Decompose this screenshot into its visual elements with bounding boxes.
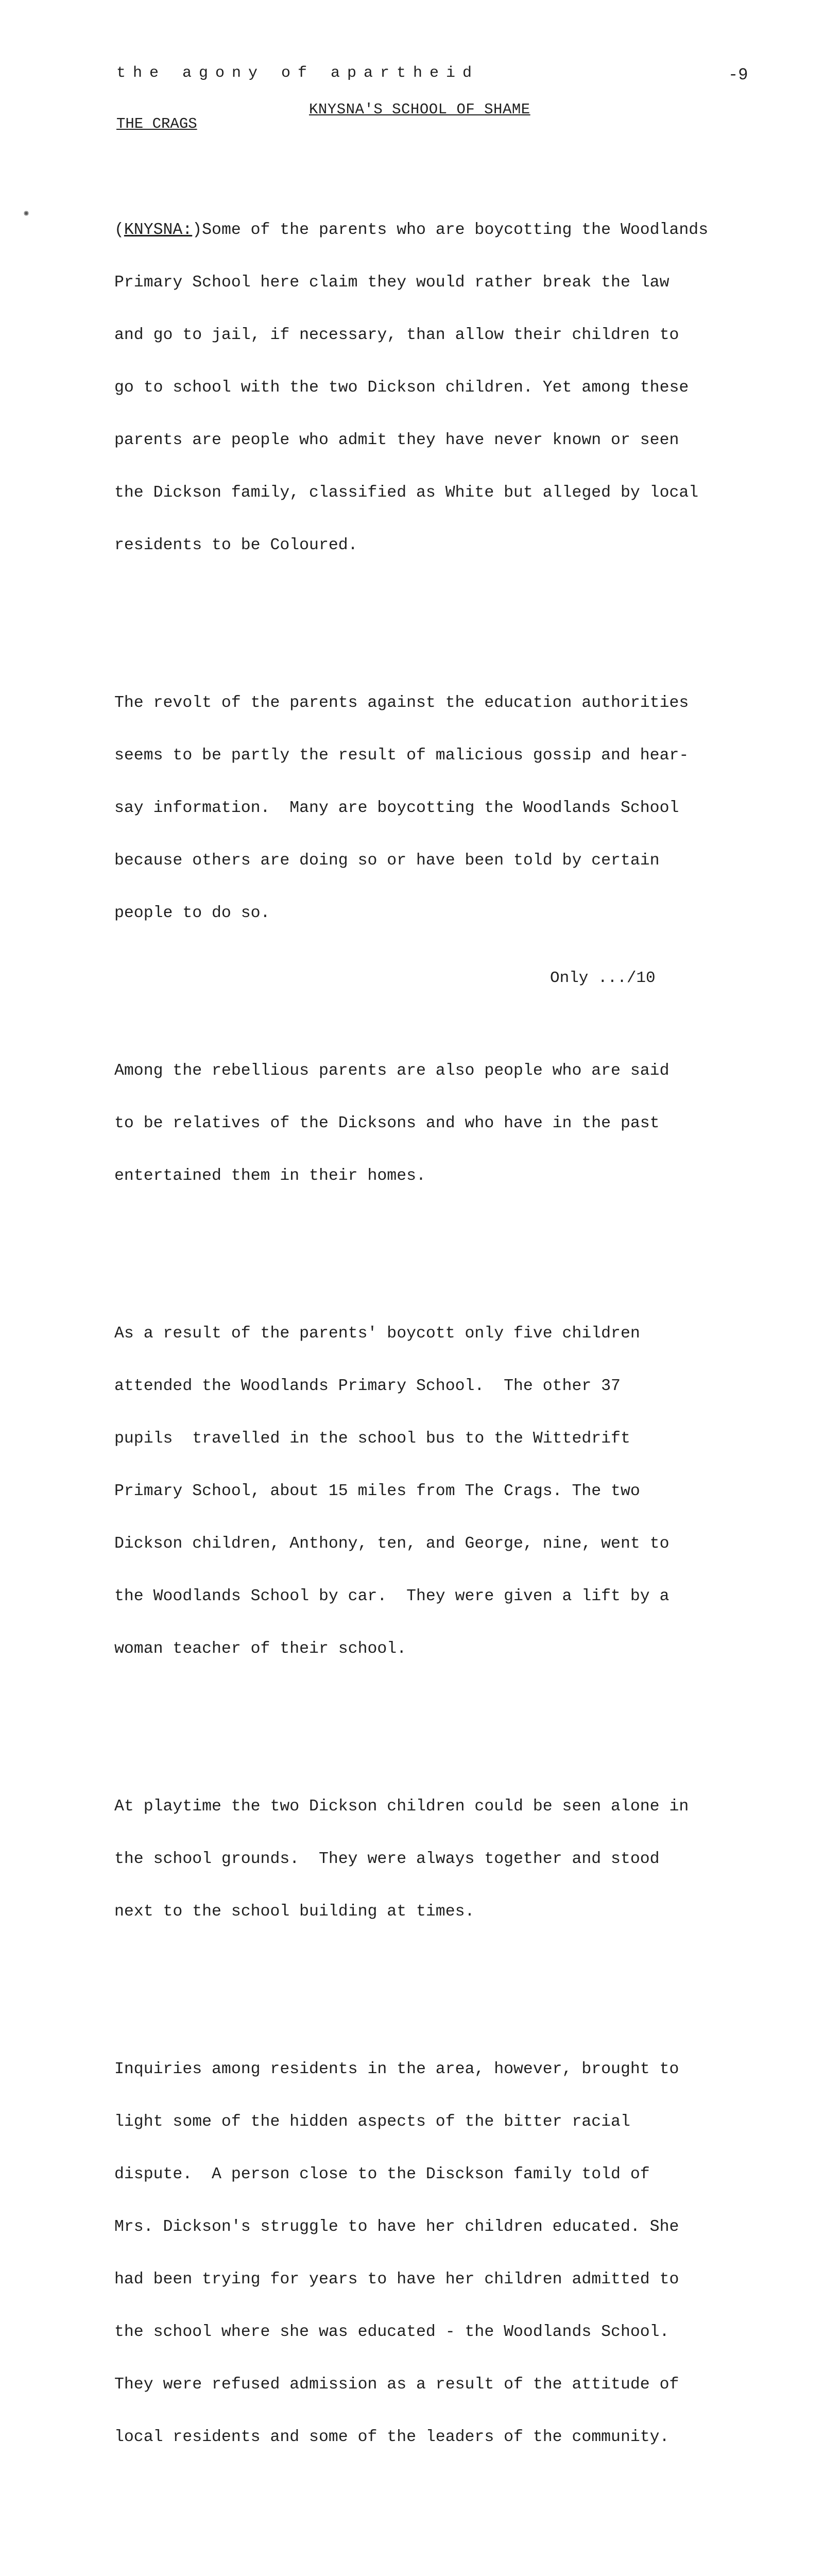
text-line: the Woodlands School by car. They were given a lift by a	[114, 1587, 670, 1605]
text-line: residents to be Coloured.	[114, 536, 358, 554]
paragraph	[114, 2551, 768, 2576]
text-line: go to school with the two Dickson children. Yet among these	[114, 379, 689, 397]
paragraph	[114, 2026, 768, 2481]
text-line: dispute. A person close to the Disckson family told of	[114, 2165, 650, 2183]
text-line: people to do so.	[114, 904, 270, 922]
text-line: say information. Many are boycotting the Woodlands School	[114, 799, 679, 817]
text-line: The revolt of the parents against the education authorities	[114, 694, 689, 712]
text-line: to be relatives of the Dicksons and who have in the past	[114, 1114, 660, 1132]
text-line: Dickson children, Anthony, ten, and George, nine, went to	[114, 1535, 670, 1553]
text-line: attended the Woodlands Primary School. The other 37	[114, 1377, 621, 1395]
dateline-open: (	[114, 221, 124, 239]
text-line: because others are doing so or have been told by certain	[114, 852, 660, 870]
text-line: pupils travelled in the school bus to the Wittedrift	[114, 1430, 630, 1448]
paragraph	[114, 1763, 768, 1956]
dateline-tag: KNYSNA:	[124, 221, 193, 239]
running-title: the agony of apartheid	[116, 64, 479, 82]
dateline-close: )	[192, 221, 202, 239]
text-line: parents are people who admit they have never known or seen	[114, 431, 679, 449]
paragraph	[114, 187, 768, 589]
text-line: Inquiries among residents in the area, however, brought to	[114, 2060, 679, 2078]
text-line: Primary School, about 15 miles from The Crags. The two	[114, 1482, 640, 1500]
paragraph	[114, 1290, 768, 1693]
text-line: Primary School here claim they would rather break the law	[114, 274, 670, 292]
article-body	[114, 134, 768, 2576]
text-line: entertained them in their homes.	[114, 1167, 426, 1185]
scan-speck	[24, 210, 29, 216]
text-line: As a result of the parents' boycott only five children	[114, 1325, 640, 1343]
catchword-next-page: Only .../10	[550, 969, 656, 987]
text-line: next to the school building at times.	[114, 1903, 475, 1921]
text-line: (KNYSNA:)Some of the parents who are boycotting the Woodlands	[114, 221, 709, 239]
article-headline: KNYSNA'S SCHOOL OF SHAME	[309, 101, 530, 118]
paragraph	[114, 1027, 768, 1220]
text-line: and go to jail, if necessary, than allow their children to	[114, 326, 679, 344]
text-line: had been trying for years to have her children admitted to	[114, 2270, 679, 2289]
text-line: the school where she was educated - the Woodlands School.	[114, 2323, 670, 2341]
text-line: woman teacher of their school.	[114, 1640, 407, 1658]
text-line: Mrs. Dickson's struggle to have her children educated. She	[114, 2218, 679, 2236]
dateline-place: THE CRAGS	[116, 115, 197, 132]
text-line: seems to be partly the result of malicious gossip and hear-	[114, 747, 689, 765]
page-number: -9	[728, 65, 748, 84]
text-line: Among the rebellious parents are also people who are said	[114, 1062, 670, 1080]
text-line: They were refused admission as a result of the attitude of	[114, 2376, 679, 2394]
text-line: local residents and some of the leaders of the community.	[114, 2428, 670, 2446]
text-line: light some of the hidden aspects of the bitter racial	[114, 2113, 630, 2131]
text-line: At playtime the two Dickson children could be seen alone in	[114, 1798, 689, 1816]
text-line: the school grounds. They were always together and stood	[114, 1850, 660, 1868]
paragraph	[114, 659, 768, 957]
text-line: the Dickson family, classified as White but alleged by local	[114, 484, 699, 502]
